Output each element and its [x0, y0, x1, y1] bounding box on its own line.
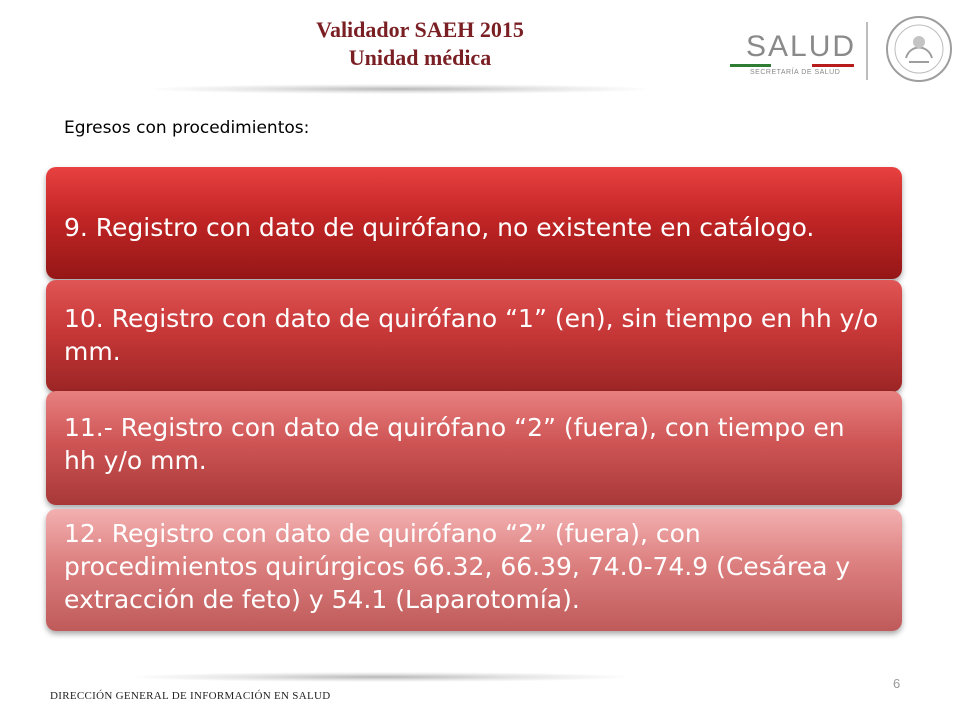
salud-logo-bar — [730, 64, 854, 67]
list-item-text: 12. Registro con dato de quirófano “2” (fuera), con procedimientos quirúrgicos 66.32, 66.39, 74.0-74.9 (Cesárea y extracción de feto) y 54.1 (Laparotomía). — [64, 519, 851, 614]
national-seal-icon — [884, 14, 954, 84]
logo-divider — [866, 22, 868, 80]
list-item-text: 9. Registro con dato de quirófano, no existente en catálogo. — [64, 213, 815, 242]
list-item-9 — [46, 167, 902, 279]
slide-title — [250, 16, 590, 72]
page-number: 6 — [893, 676, 901, 691]
list-item-10 — [46, 280, 902, 392]
title-line-2: Unidad médica — [348, 45, 492, 70]
list-item-12 — [46, 509, 902, 631]
footer-text: DIRECCIÓN GENERAL DE INFORMACIÓN EN SALUD — [50, 690, 331, 702]
title-line-1: Validador SAEH 2015 — [316, 17, 524, 42]
footer-shadow-divider — [130, 672, 630, 682]
salud-logo-word: SALUD — [746, 30, 857, 63]
salud-logo — [730, 28, 860, 78]
list-item-text: 11.- Registro con dato de quirófano “2” (fuera), con tiempo en hh y/o mm. — [64, 413, 845, 475]
title-shadow-divider — [150, 84, 650, 94]
list-item-11 — [46, 391, 902, 505]
section-subtitle: Egresos con procedimientos: — [64, 118, 310, 138]
salud-logo-subtitle: SECRETARÍA DE SALUD — [750, 69, 841, 76]
list-item-text: 10. Registro con dato de quirófano “1” (en), sin tiempo en hh y/o mm. — [64, 304, 879, 366]
